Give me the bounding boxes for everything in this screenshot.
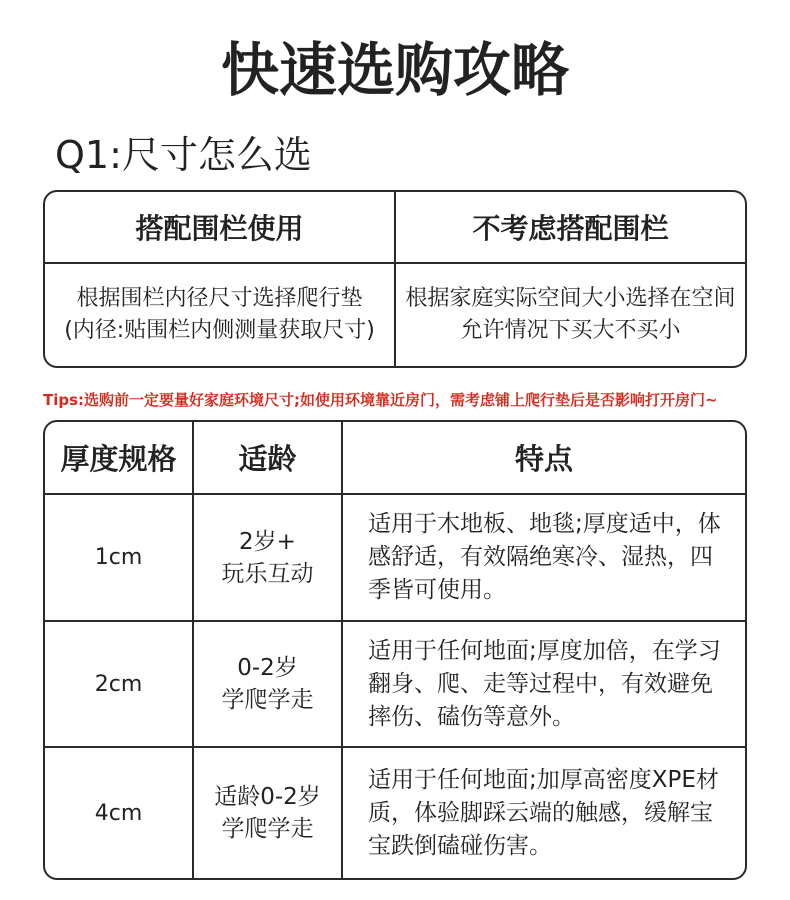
size-table-header-cell-fence xyxy=(45,192,394,262)
thickness-row-2cm xyxy=(45,620,745,746)
features-line: 适用于任何地面;加厚高密度XPE材 xyxy=(368,766,719,793)
header-age: 适龄 xyxy=(238,442,297,476)
age-line: 学爬学走 xyxy=(221,816,314,842)
features-cell xyxy=(341,622,745,746)
features-cell xyxy=(341,495,745,620)
size-table-cell-fence xyxy=(45,264,394,366)
tips-text: Tips:选购前一定要量好家庭环境尺寸;如使用环境靠近房门，需考虑铺上爬行垫后是否影响打开房门~ xyxy=(43,391,718,409)
features-line: 翻身、爬、走等过程中，有效避免 xyxy=(368,670,713,697)
thickness-value: 4cm xyxy=(94,800,143,826)
thickness-row-4cm xyxy=(45,746,745,878)
features-line: 适用于木地板、地毯;厚度适中，体 xyxy=(368,511,721,537)
thickness-cell xyxy=(45,622,192,746)
thickness-table xyxy=(43,420,747,880)
age-line: 玩乐互动 xyxy=(221,560,314,587)
age-cell xyxy=(192,495,341,620)
header-features: 特点 xyxy=(514,442,573,476)
age-cell xyxy=(192,748,341,878)
thickness-value: 1cm xyxy=(94,545,143,570)
age-line: 学爬学走 xyxy=(221,687,314,713)
size-table-cell-no-fence xyxy=(394,264,745,366)
features-line: 质，体验脚踩云端的触感，缓解宝 xyxy=(368,799,713,826)
features-line: 摔伤、磕伤等意外。 xyxy=(368,703,575,730)
size-table-header-row xyxy=(45,192,745,262)
thickness-row-1cm xyxy=(45,493,745,620)
size-table-body-row xyxy=(45,262,745,366)
size-table-header-cell-no-fence xyxy=(394,192,745,262)
size-table-line: (内径:贴围栏内侧测量获取尺寸) xyxy=(64,318,375,343)
size-table xyxy=(43,190,747,368)
features-line: 适用于任何地面;厚度加倍，在学习 xyxy=(368,637,721,664)
header-cell-thickness xyxy=(45,422,192,493)
features-cell xyxy=(341,748,745,878)
age-line: 2岁+ xyxy=(239,528,296,555)
header-thickness: 厚度规格 xyxy=(60,442,177,476)
features-line: 宝跌倒磕碰伤害。 xyxy=(368,832,552,859)
thickness-value: 2cm xyxy=(94,671,143,697)
size-table-line: 根据家庭实际空间大小选择在空间 xyxy=(405,286,736,311)
header-cell-features xyxy=(341,422,745,493)
age-cell xyxy=(192,622,341,746)
features-line: 感舒适，有效隔绝寒冷、湿热，四 xyxy=(368,544,713,570)
age-line: 适龄0-2岁 xyxy=(214,784,321,810)
thickness-cell xyxy=(45,748,192,878)
size-table-header-no-fence: 不考虑搭配围栏 xyxy=(472,212,669,245)
size-table-line: 允许情况下买大不买小 xyxy=(460,318,681,343)
page-title: 快速选购攻略 xyxy=(220,36,569,104)
size-table-line: 根据围栏内径尺寸选择爬行垫 xyxy=(76,286,363,311)
section-heading-q1: Q1:尺寸怎么选 xyxy=(55,133,312,177)
features-line: 季皆可使用。 xyxy=(368,577,506,603)
age-line: 0-2岁 xyxy=(237,655,298,681)
size-table-header-fence: 搭配围栏使用 xyxy=(135,212,304,245)
header-cell-age xyxy=(192,422,341,493)
thickness-table-header-row xyxy=(45,422,745,493)
thickness-cell xyxy=(45,495,192,620)
